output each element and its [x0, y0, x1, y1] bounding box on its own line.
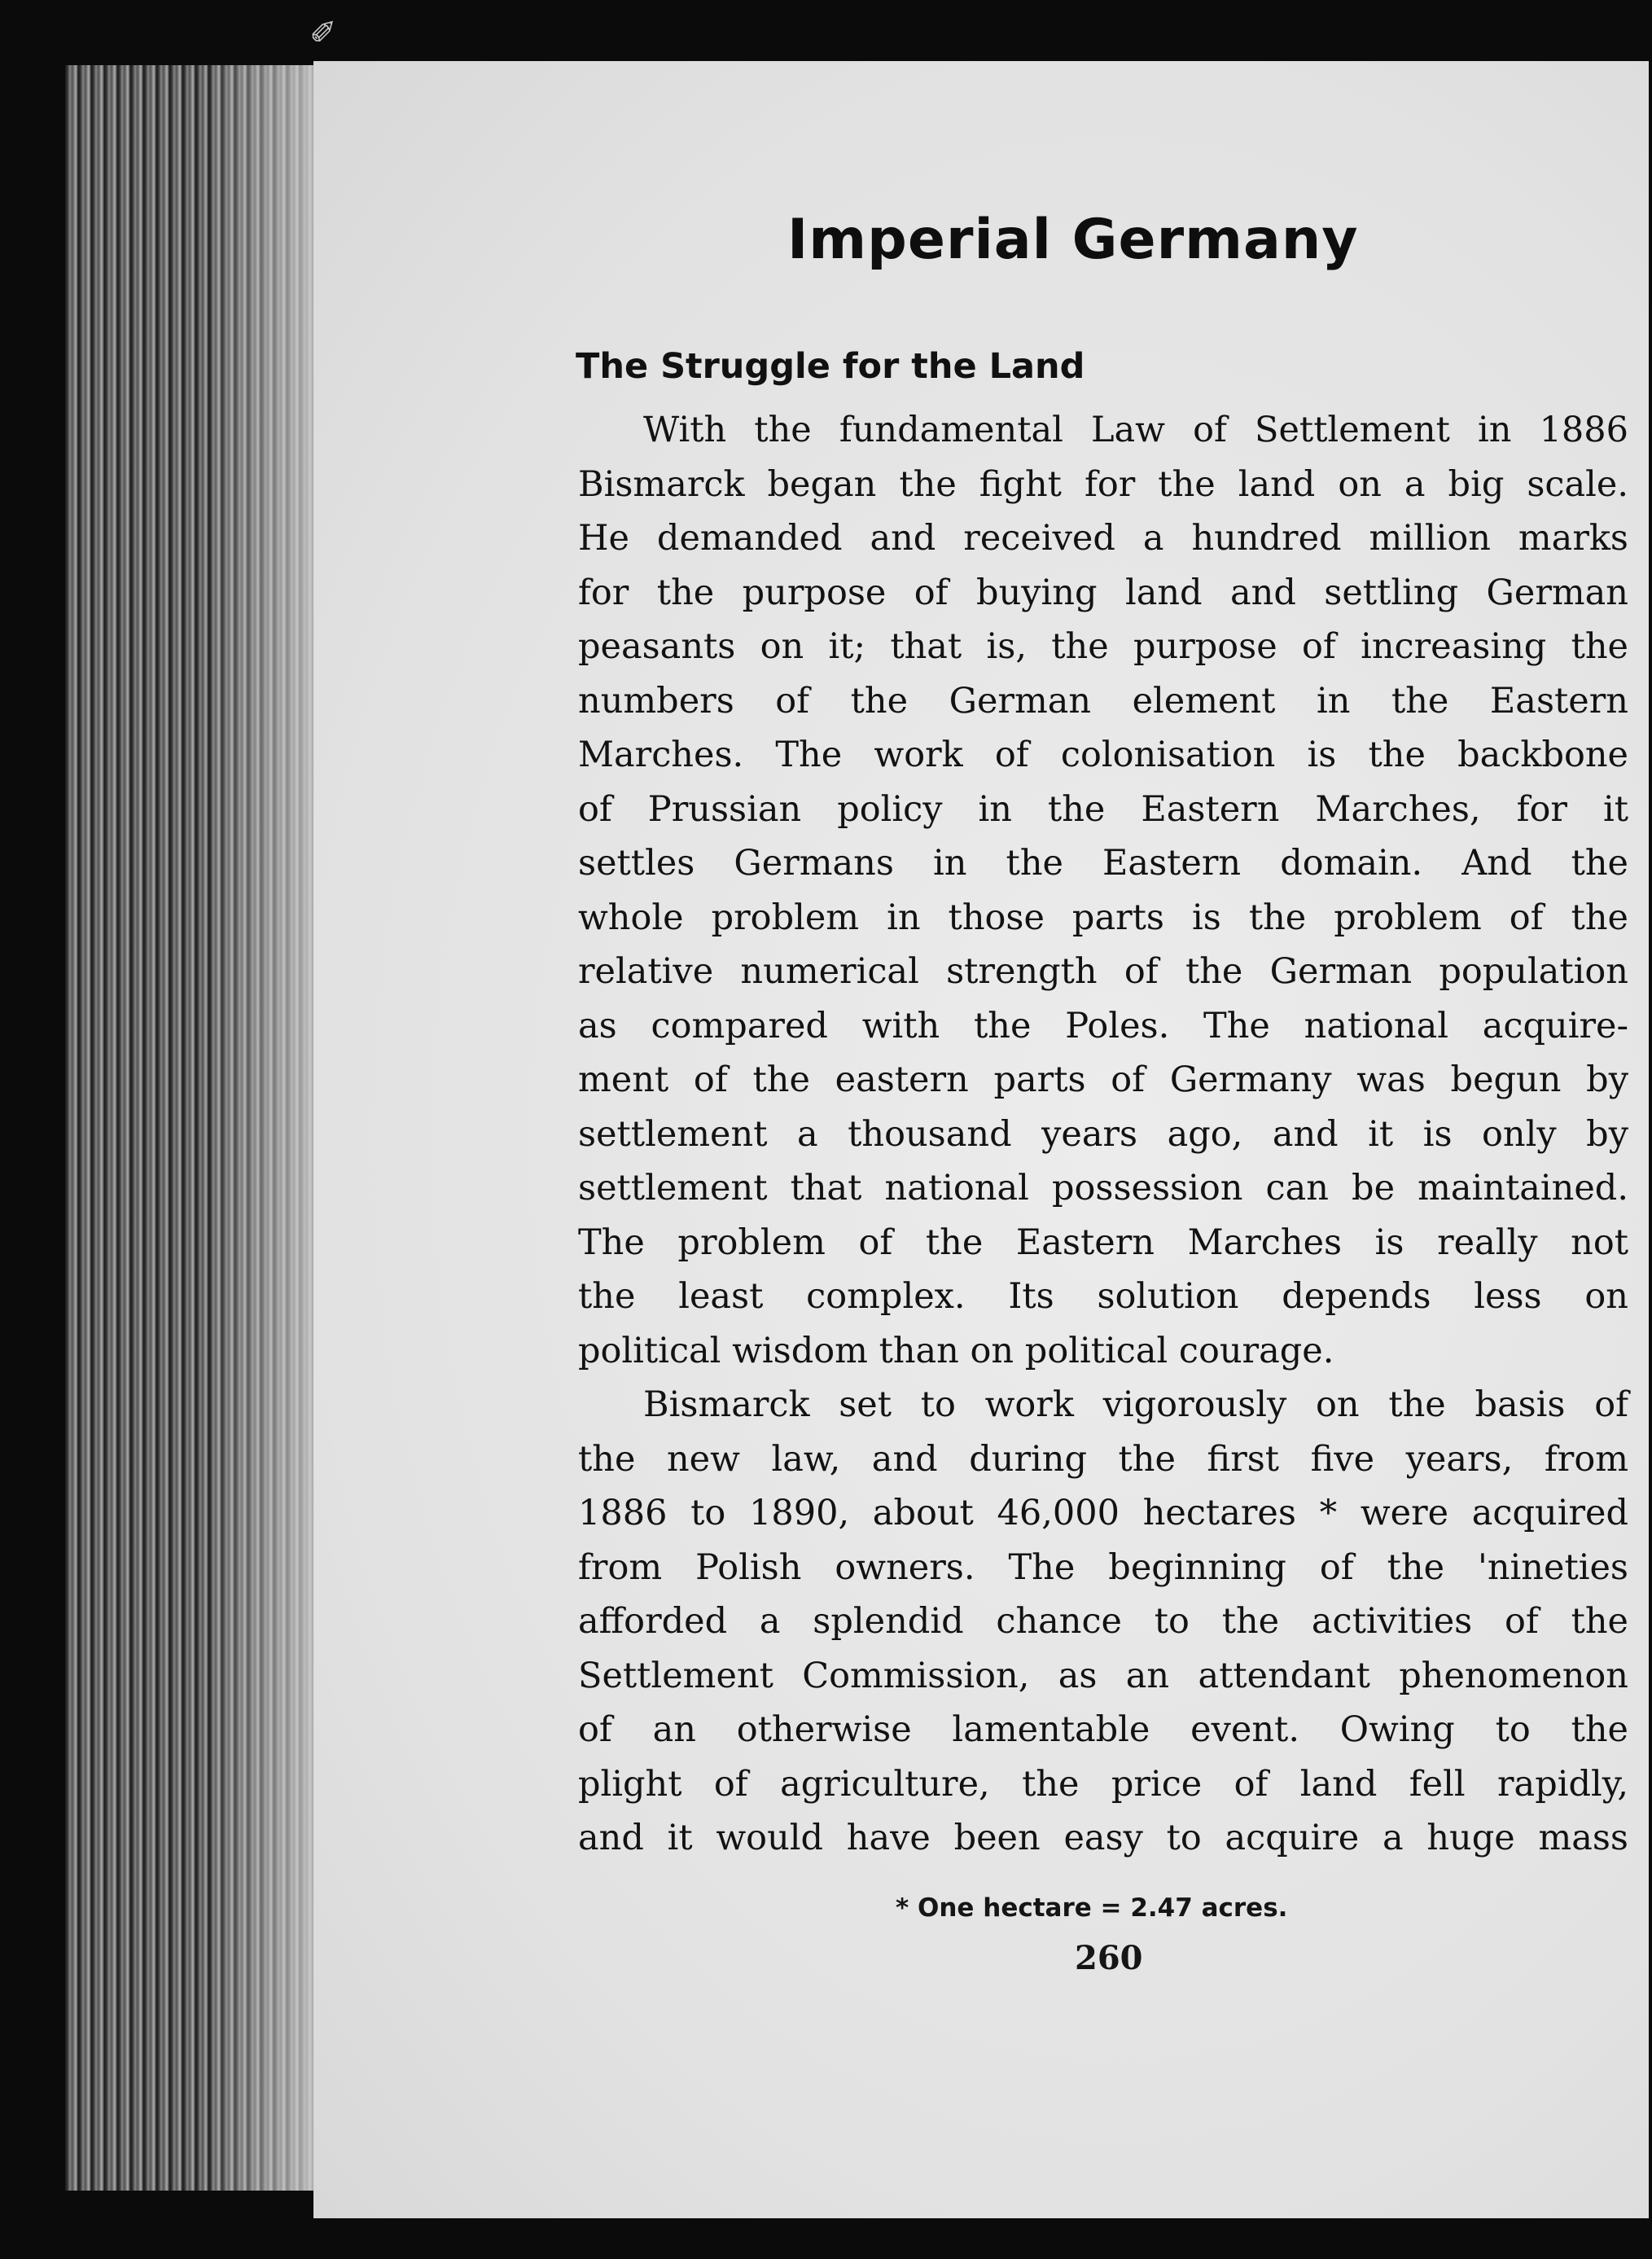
body-line: plight of agriculture, the price of land fell rapidly, [578, 1763, 1628, 1805]
body-line: settles Germans in the Eastern domain. And the [578, 843, 1628, 884]
body-line: of an otherwise lamentable event. Owing to the [578, 1709, 1628, 1750]
body-line: Bismarck began the fight for the land on a big scale. [578, 463, 1628, 505]
body-line: The problem of the Eastern Marches is really not [578, 1222, 1628, 1263]
body-line: With the fundamental Law of Settlement in 1886 [643, 410, 1628, 450]
body-line: peasants on it; that is, the purpose of increasing the [578, 626, 1628, 667]
body-line: settlement a thousand years ago, and it is only by [578, 1113, 1628, 1155]
body-line: from Polish owners. The beginning of the 'nineties [578, 1546, 1628, 1588]
body-line: of Prussian policy in the Eastern Marches, for it [578, 788, 1628, 830]
body-line: Bismarck set to work vigorously on the basis of [643, 1384, 1628, 1425]
body-line: for the purpose of buying land and settling German [578, 572, 1628, 613]
body-line: 1886 to 1890, about 46,000 hectares * were acquired [578, 1493, 1628, 1533]
body-line: afforded a splendid chance to the activities of the [578, 1601, 1628, 1642]
body-line: Settlement Commission, as an attendant phenomenon [578, 1655, 1628, 1696]
body-line: relative numerical strength of the German population [578, 951, 1628, 992]
body-line: whole problem in those parts is the problem of the [578, 897, 1628, 938]
body-line: political wisdom than on political courage. [578, 1330, 1334, 1371]
page-edges [65, 65, 326, 2191]
scan-bottom-border [0, 2218, 1652, 2259]
body-line: and it would have been easy to acquire a huge mass [578, 1818, 1628, 1858]
body-text [578, 403, 1628, 1866]
body-line: numbers of the German element in the Eastern [578, 680, 1628, 722]
corner-mark-icon: ✐ [309, 15, 337, 52]
page-title: Imperial Germany [787, 208, 1359, 272]
body-line: the least complex. Its solution depends less on [578, 1276, 1628, 1317]
body-line: Marches. The work of colonisation is the backbone [578, 735, 1628, 775]
body-line: ment of the eastern parts of Germany was begun by [578, 1059, 1628, 1100]
body-line: settlement that national possession can be maintained. [578, 1168, 1628, 1208]
body-line: He demanded and received a hundred million marks [578, 518, 1628, 559]
section-heading: The Struggle for the Land [576, 346, 1085, 387]
body-line: as compared with the Poles. The national acquire- [578, 1005, 1628, 1046]
book-page [313, 61, 1649, 2219]
page-number: 260 [1075, 1939, 1143, 1977]
footnote: * One hectare = 2.47 acres. [896, 1893, 1288, 1923]
body-line: the new law, and during the first five years, from [578, 1438, 1628, 1480]
